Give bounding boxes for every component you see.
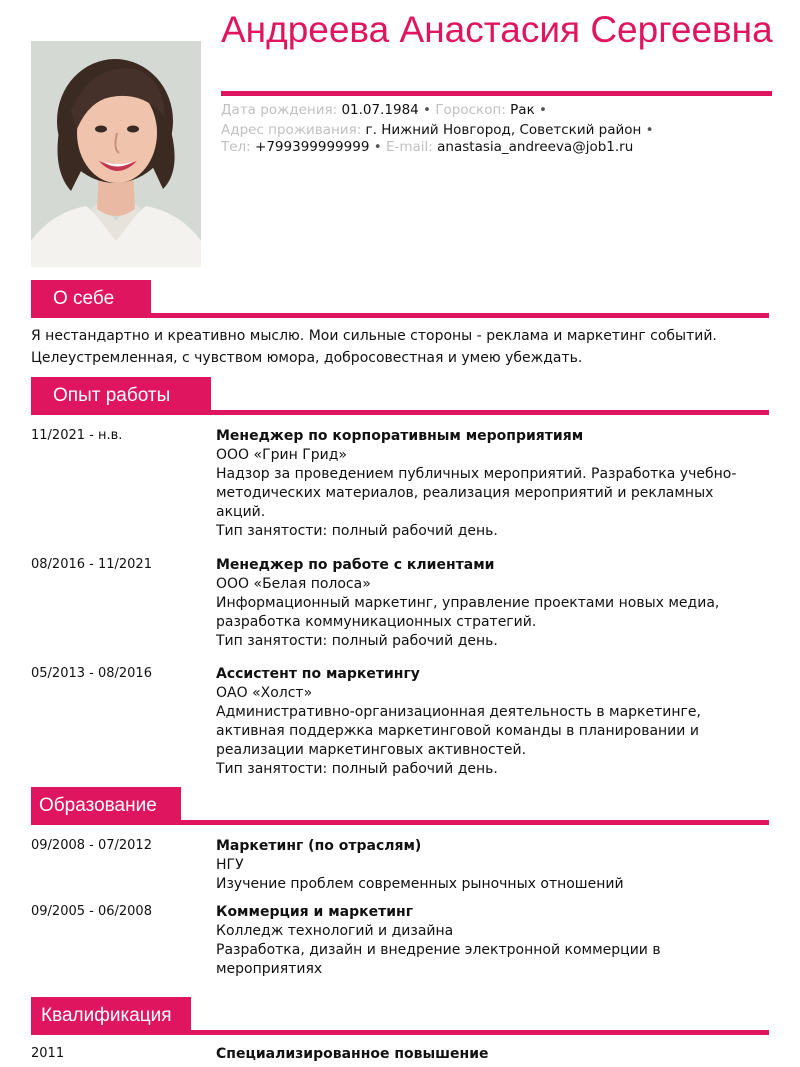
horoscope-value: Рак <box>510 102 535 118</box>
job-description: Административно-организационная деятельность в маркетинге, активная поддержка маркетинговой команды в планировании и реализации маркетинговых активностей. <box>216 704 701 758</box>
institution: Колледж технологий и дизайна <box>216 923 454 939</box>
separator: • <box>645 122 654 138</box>
education-entry <box>216 903 756 979</box>
specialty: Коммерция и маркетинг <box>216 904 414 920</box>
experience-period: 11/2021 - н.в. <box>31 428 123 443</box>
candidate-name: Андреева Анастасия Сергеевна <box>221 9 773 50</box>
separator: • <box>373 139 382 155</box>
job-description: Надзор за проведением публичных мероприятий. Разработка учебно-методических материалов, реализация мероприятий и рекламных акций. <box>216 466 737 520</box>
section-rule-about <box>31 313 769 318</box>
email-value[interactable]: anastasia_andreeva@job1.ru <box>437 139 634 155</box>
email-label: E-mail: <box>385 139 433 155</box>
profile-photo <box>31 41 201 267</box>
about-text: Я нестандартно и креативно мыслю. Мои сильные стороны - реклама и маркетинг событий. Целеустремленная, с чувством юмора, добросовестная и умею убеждать. <box>31 328 717 366</box>
position-title: Менеджер по работе с клиентами <box>216 557 495 573</box>
position-title: Ассистент по маркетингу <box>216 666 420 682</box>
company-name: ООО «Грин Грид» <box>216 447 347 463</box>
experience-entry <box>216 427 756 541</box>
experience-period: 05/2013 - 08/2016 <box>31 666 152 681</box>
education-period: 09/2005 - 06/2008 <box>31 904 152 919</box>
section-header-qualification: Квалификация <box>31 997 191 1035</box>
separator: • <box>423 102 432 118</box>
section-header-about: О себе <box>31 280 151 318</box>
section-rule-education <box>31 820 769 825</box>
education-period: 09/2008 - 07/2012 <box>31 838 152 853</box>
qualification-entry <box>216 1045 756 1064</box>
section-header-experience: Опыт работы <box>31 377 211 415</box>
address-value: г. Нижний Новгород, Советский район <box>365 122 642 138</box>
info-line-birth <box>221 100 791 120</box>
horoscope-label: Гороскоп: <box>435 102 506 118</box>
section-rule-qualification <box>31 1030 769 1035</box>
name-underline <box>221 91 772 96</box>
job-description: Информационный маркетинг, управление проектами новых медиа, разработка коммуникационных стратегий. <box>216 595 720 630</box>
qualification-year: 2011 <box>31 1046 65 1061</box>
specialty: Маркетинг (по отраслям) <box>216 838 422 854</box>
employment-type: Тип занятости: полный рабочий день. <box>216 761 498 777</box>
experience-period: 08/2016 - 11/2021 <box>31 557 152 572</box>
employment-type: Тип занятости: полный рабочий день. <box>216 523 498 539</box>
phone-value[interactable]: +799399999999 <box>255 139 370 155</box>
birth-value: 01.07.1984 <box>341 102 419 118</box>
address-label: Адрес проживания: <box>221 122 362 138</box>
company-name: ООО «Белая полоса» <box>216 576 371 592</box>
qualification-name: Специализированное повышение <box>216 1046 489 1062</box>
info-line-contacts <box>221 137 791 157</box>
section-rule-experience <box>31 410 769 415</box>
experience-entry <box>216 556 756 651</box>
education-entry <box>216 837 756 894</box>
thesis: Изучение проблем современных рыночных отношений <box>216 876 624 892</box>
experience-entry <box>216 665 756 779</box>
birth-label: Дата рождения: <box>221 102 338 118</box>
position-title: Менеджер по корпоративным мероприятиям <box>216 428 584 444</box>
company-name: ОАО «Холст» <box>216 685 313 701</box>
portrait-illustration <box>31 41 201 267</box>
institution: НГУ <box>216 857 244 873</box>
employment-type: Тип занятости: полный рабочий день. <box>216 633 498 649</box>
phone-label: Тел: <box>221 139 251 155</box>
section-header-education: Образование <box>31 787 181 825</box>
thesis: Разработка, дизайн и внедрение электронной коммерции в мероприятиях <box>216 942 661 977</box>
separator: • <box>539 102 547 118</box>
